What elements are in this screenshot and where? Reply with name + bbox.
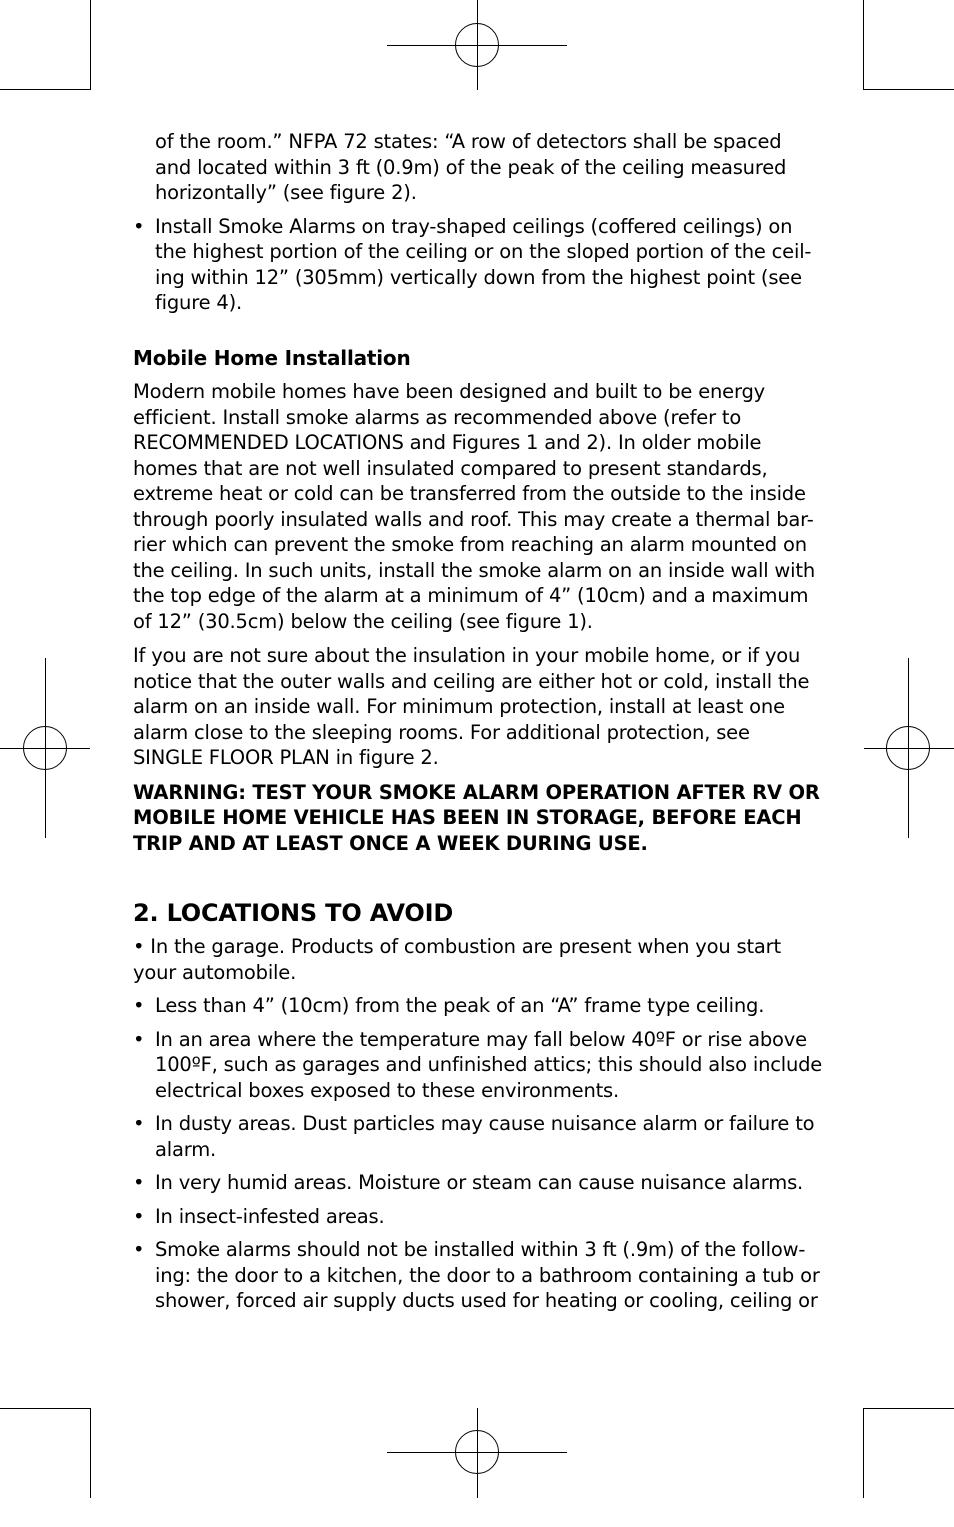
avoid-item [133, 1170, 823, 1196]
avoid-item [133, 1237, 823, 1314]
avoid-item-text: In insect-infested areas. [155, 1204, 385, 1228]
avoid-item [133, 1027, 823, 1104]
tray-ceiling-text: Install Smoke Alarms on tray-shaped ceilings (coffered ceilings) on the highest portion of the ceiling or on the sloped portion of the ceil-ing within 12” (305mm) vertically down from the highest point (see figure 4). [155, 214, 812, 314]
nfpa-continuation-text: of the room.” NFPA 72 states: “A row of detectors shall be spaced and located within 3 ft (0.9m) of the peak of the ceiling measured horizontally” (see figure 2). [155, 130, 787, 204]
storage-warning: WARNING: TEST YOUR SMOKE ALARM OPERATION AFTER RV OR MOBILE HOME VEHICLE HAS BEEN IN STORAGE, BEFORE EACH TRIP AND AT LEAST ONCE A WEEK DURING USE. [133, 780, 820, 855]
avoid-item-text: In dusty areas. Dust particles may cause nuisance alarm or failure to alarm. [155, 1112, 815, 1161]
avoid-item-text: Smoke alarms should not be installed within 3 ft (.9m) of the follow-ing: the door to a kitchen, the door to a bathroom containing a tub or shower, forced air supply ducts used for heating or cooling, ceiling or [155, 1238, 820, 1312]
avoid-item [133, 1204, 823, 1230]
avoid-item [133, 993, 823, 1019]
avoid-item-garage: • In the garage. Products of combustion are present when you start your automobile. [133, 935, 781, 984]
bullet-dot: • [133, 214, 145, 238]
manual-page-content [133, 129, 823, 1322]
bullet-dot: • [133, 1238, 145, 1261]
bullet-dot: • [133, 994, 145, 1017]
avoid-item-text: Less than 4” (10cm) from the peak of an “A” frame type ceiling. [155, 994, 765, 1017]
mobile-home-paragraph-2: If you are not sure about the insulation in your mobile home, or if you notice that the outer walls and ceiling are either hot or cold, install the alarm on an inside wall. For minimum protection, install at least one alarm close to the sleeping rooms. For additional protection, see SINGLE FLOOR PLAN in figure 2. [133, 644, 810, 769]
avoid-item-text: In an area where the temperature may fall below 40ºF or rise above 100ºF, such as garages and unfinished attics; this should also include electrical boxes exposed to these environments. [155, 1027, 823, 1102]
bullet-dot: • [133, 1027, 145, 1051]
bullet-dot: • [133, 1112, 145, 1135]
avoid-item [133, 1111, 823, 1162]
bullet-dot: • [133, 1204, 145, 1228]
avoid-item-text: In very humid areas. Moisture or steam can cause nuisance alarms. [155, 1171, 804, 1194]
tray-ceiling-bullet [133, 214, 823, 316]
bullet-dot: • [133, 1171, 145, 1194]
mobile-home-heading: Mobile Home Installation [133, 345, 411, 370]
mobile-home-paragraph-1: Modern mobile homes have been designed and built to be energy efficient. Install smoke alarms as recommended above (refer to RECOMMENDED LOCATIONS and Figures 1 and 2). In older mobile homes that are not well insulated compared to present standards, extreme heat or cold can be transferred from the outside to the inside through poorly insulated walls and roof. This may create a thermal bar-rier which can prevent the smoke from reaching an alarm mounted on the ceiling. In such units, install the smoke alarm on an inside wall with the top edge of the alarm at a minimum of 4” (10cm) and a maximum of 12” (30.5cm) below the ceiling (see figure 1). [133, 380, 816, 633]
locations-to-avoid-heading: 2. LOCATIONS TO AVOID [133, 899, 454, 927]
